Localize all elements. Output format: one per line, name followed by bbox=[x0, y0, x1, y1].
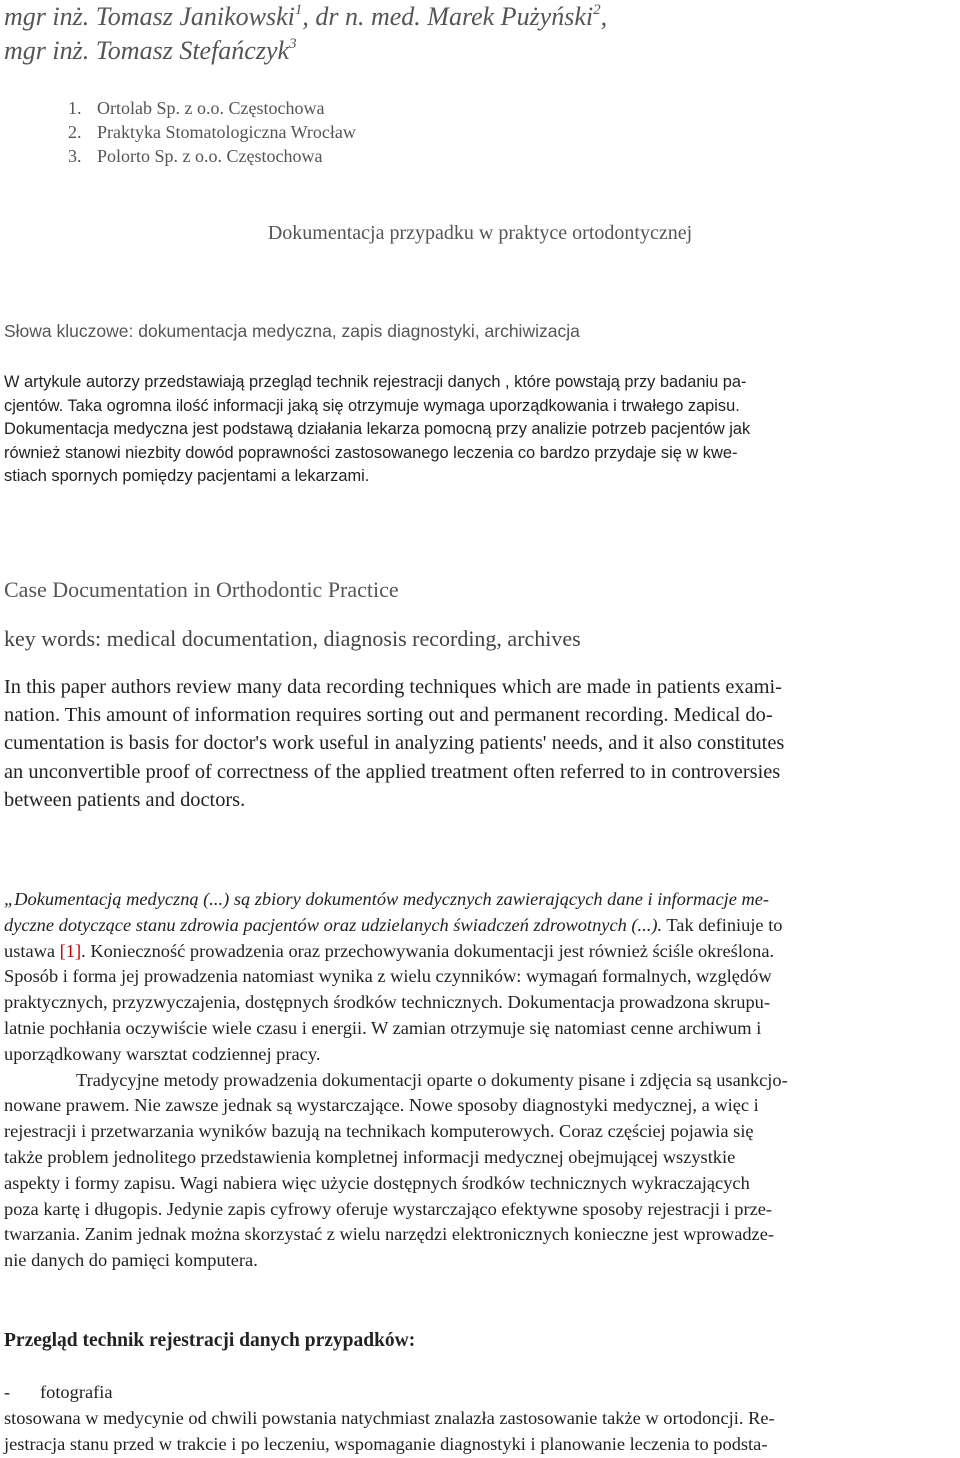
affiliation-item bbox=[68, 144, 356, 168]
body-line: jestracja stanu przed w trakcie i po leczeniu, wspomaganie diagnostyki i planowanie leczenia to podsta- bbox=[4, 1433, 768, 1454]
list-item-label: fotografia bbox=[40, 1382, 113, 1402]
affiliation-text: Ortolab Sp. z o.o. Częstochowa bbox=[97, 98, 325, 118]
body-line: praktycznych, przyzwyczajenia, dostępnych środków technicznych. Dokumentacja prowadzona skrupu- bbox=[4, 992, 770, 1013]
list-item bbox=[4, 1380, 113, 1406]
affiliation-number: 3. bbox=[68, 146, 82, 166]
abstract-line: cumentation is basis for doctor's work useful in analyzing patients' needs, and it also constitutes bbox=[4, 732, 785, 755]
polish-title: Dokumentacja przypadku w praktyce ortodontycznej bbox=[267, 222, 693, 244]
affiliation-number: 1. bbox=[68, 98, 82, 118]
english-title: Case Documentation in Orthodontic Practice bbox=[4, 577, 399, 602]
author-name: mgr inż. Tomasz Janikowski bbox=[4, 2, 295, 31]
body-line: „Dokumentacją medyczną (...) są zbiory dokumentów medycznych zawierających dane i informacje me- bbox=[4, 889, 770, 909]
body-line: stosowana w medycynie od chwili powstania natychmiast znalazła zastosowanie także w ortodoncji. Re- bbox=[4, 1408, 775, 1428]
abstract-line: between patients and doctors. bbox=[4, 788, 246, 811]
abstract-line: cjentów. Taka ogromna ilość informacji jaką się otrzymuje wymaga uporządkowania i trwałego zapisu. bbox=[4, 396, 740, 415]
english-keywords: key words: medical documentation, diagnosis recording, archives bbox=[4, 626, 581, 651]
section-text bbox=[4, 1406, 958, 1458]
quoted-definition: dyczne dotyczące stanu zdrowia pacjentów oraz udzielanych świadczeń zdrowotnych (...). bbox=[4, 914, 663, 935]
abstract-line: nation. This amount of information requires sorting out and permanent recording. Medical do- bbox=[4, 704, 773, 727]
body-text-run: ustawa bbox=[4, 940, 60, 961]
affiliation-item bbox=[68, 120, 356, 144]
affiliation-list bbox=[68, 96, 356, 168]
body-line: nie danych do pamięci komputera. bbox=[4, 1250, 258, 1271]
body-line: rejestracji i przetwarzania wyników bazują na technikach komputerowych. Coraz częściej pojawia się bbox=[4, 1121, 754, 1142]
body-line: Sposób i forma jej prowadzenia natomiast wynika z wielu czynników: wymagań formalnych, względów bbox=[4, 966, 772, 987]
body-text bbox=[4, 887, 958, 1274]
abstract-line: stiach spornych pomiędzy pacjentami a lekarzami. bbox=[4, 467, 370, 486]
affiliation-marker: 3 bbox=[289, 36, 297, 52]
polish-abstract bbox=[4, 371, 956, 489]
body-line bbox=[4, 913, 958, 939]
affiliation-marker: 1 bbox=[294, 2, 303, 18]
body-line: Tradycyjne metody prowadzenia dokumentacji oparte o dokumenty pisane i zdjęcia są usankcjo- bbox=[76, 1069, 788, 1090]
abstract-line: In this paper authors review many data recording techniques which are made in patients exami- bbox=[4, 676, 782, 698]
author-line-2 bbox=[4, 34, 954, 68]
author-separator: , bbox=[600, 2, 608, 31]
section-heading: Przegląd technik rejestracji danych przypadków: bbox=[4, 1330, 416, 1351]
author-name: mgr inż. Tomasz Stefańczyk bbox=[4, 36, 290, 65]
affiliation-text: Polorto Sp. z o.o. Częstochowa bbox=[97, 146, 323, 166]
body-text-run: Tak definiuje to bbox=[662, 914, 783, 935]
body-line bbox=[4, 939, 958, 965]
body-line: aspekty i formy zapisu. Wagi nabiera więc użycie dostępnych środków technicznych wykraczających bbox=[4, 1172, 750, 1193]
abstract-line: Dokumentacja medyczna jest podstawą działania lekarza pomocną przy analizie potrzeb pacjentów jak bbox=[4, 420, 751, 439]
author-line-1 bbox=[4, 0, 954, 34]
body-line: poza kartę i długopis. Jedynie zapis cyfrowy oferuje wystarczająco efektywne sposoby rejestracji i prze- bbox=[4, 1198, 773, 1219]
affiliation-item bbox=[68, 96, 356, 120]
author-name: , dr n. med. Marek Pużyński bbox=[302, 2, 594, 31]
abstract-line: an unconvertible proof of correctness of the applied treatment often referred to in controversies bbox=[4, 760, 781, 783]
list-dash: - bbox=[4, 1382, 11, 1402]
english-abstract bbox=[4, 673, 956, 814]
abstract-line: również stanowi niezbity dowód poprawności zastosowanego leczenia co bardzo przydaje się w kwe- bbox=[4, 443, 738, 462]
citation-link[interactable]: [1] bbox=[59, 940, 82, 961]
polish-keywords: Słowa kluczowe: dokumentacja medyczna, zapis diagnostyki, archiwizacja bbox=[4, 321, 580, 341]
abstract-line: W artykule autorzy przedstawiają przegląd technik rejestracji danych , które powstają przy badaniu pa- bbox=[4, 373, 747, 391]
body-line: latnie pochłania oczywiście wiele czasu i energii. W zamian otrzymuje się natomiast cenne archiwum i bbox=[4, 1017, 762, 1038]
author-list bbox=[4, 0, 954, 68]
affiliation-number: 2. bbox=[68, 122, 82, 142]
body-line: uporządkowany warsztat codziennej pracy. bbox=[4, 1043, 321, 1064]
body-line: także problem jednolitego przedstawienia kompletnej informacji medycznej obejmującej wszystkie bbox=[4, 1146, 736, 1167]
affiliation-text: Praktyka Stomatologiczna Wrocław bbox=[97, 122, 356, 142]
body-text-run: . Konieczność prowadzenia oraz przechowywania dokumentacji jest również ściśle określona. bbox=[81, 940, 775, 961]
body-line: nowane prawem. Nie zawsze jednak są wystarczające. Nowe sposoby diagnostyki medycznej, a więc i bbox=[4, 1095, 759, 1116]
body-line: twarzania. Zanim jednak można skorzystać z wielu narzędzi elektronicznych konieczne jest wprowadze- bbox=[4, 1224, 775, 1245]
affiliation-marker: 2 bbox=[593, 2, 601, 18]
